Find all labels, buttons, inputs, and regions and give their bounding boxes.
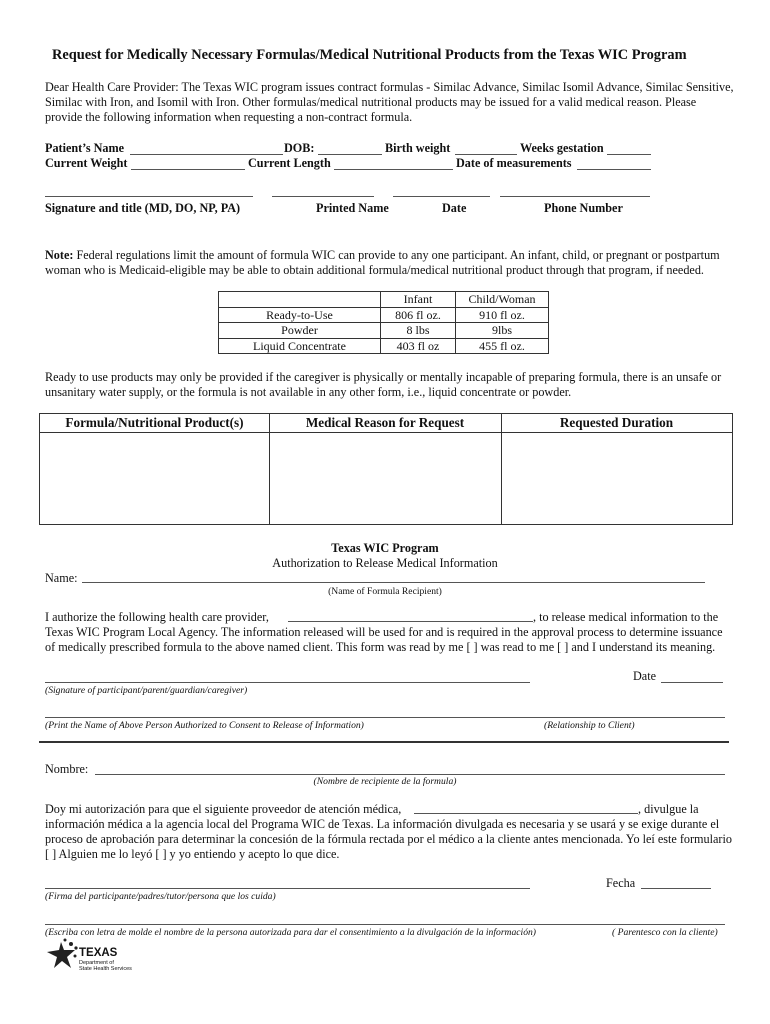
formula-entry-area[interactable] [41, 434, 268, 523]
authorize-line-start: I authorize the following health care provider, [45, 610, 269, 624]
parentesco-caption: ( Parentesco con la cliente) [612, 927, 718, 938]
fecha-field[interactable] [641, 888, 711, 889]
current-weight-label: Current Weight [45, 156, 128, 170]
signature-label: Signature and title (MD, DO, NP, PA) [45, 201, 241, 215]
logo-line2: State Health Services [79, 966, 132, 972]
firma-field[interactable] [45, 888, 530, 889]
texas-dshs-logo [45, 938, 145, 978]
participant-signature-field[interactable] [45, 682, 530, 683]
autorizacion-line-start: Doy mi autorización para que el siguiente proveedor de atención médica, [45, 802, 402, 816]
authorize-line-end: , to release medical information to the [533, 610, 719, 624]
note-paragraph [45, 248, 735, 278]
dob-field[interactable] [318, 154, 382, 155]
date-measurements-label: Date of measurements [456, 156, 572, 170]
printed-name-label: Printed Name [316, 201, 389, 215]
table-cell: Powder [219, 323, 381, 339]
current-length-field[interactable] [334, 169, 453, 170]
printed-name-field[interactable] [272, 196, 374, 197]
signature-caption: (Signature of participant/parent/guardian/caregiver) [45, 685, 248, 696]
recipient-name-field[interactable] [82, 582, 705, 583]
autorizacion-body: información médica a la agencia local del Programa WIC de Texas. La información divulgada es necesaria y se usará y se exige durante el proceso de aprobación para determinar la concesión de la fórmula rectada por el médico a la cliente antes mencionada. Yo leí este formulario [ ] Alguien me lo leyó [ ] y yo entiendo y acepto lo que dice. [45, 817, 732, 861]
name-label: Name: [45, 571, 78, 585]
patient-name-label: Patient’s Name [45, 141, 125, 155]
date-field[interactable] [393, 196, 490, 197]
auth-date-field[interactable] [661, 682, 723, 683]
phone-number-label: Phone Number [544, 201, 623, 215]
table-cell: 403 fl oz [381, 338, 456, 354]
program-heading: Texas WIC Program [331, 541, 439, 555]
patient-name-field[interactable] [130, 154, 283, 155]
authorization-body: Texas WIC Program Local Agency. The information released will be used for and is required in the approval process to determine issuance of medically prescribed formula to the above named client. This form was read by me [ ] was read to me [ ] and I understand its meaning. [45, 625, 723, 654]
weeks-gestation-field[interactable] [607, 154, 651, 155]
relationship-caption: (Relationship to Client) [544, 720, 635, 731]
note-label: Note: [45, 248, 74, 262]
logo-texas-text: TEXAS [79, 947, 118, 959]
nombre-field[interactable] [95, 774, 725, 775]
nombre-molde-field[interactable] [45, 924, 725, 925]
nombre-label: Nombre: [45, 762, 89, 776]
dob-label: DOB: [284, 141, 315, 155]
note-text: Federal regulations limit the amount of formula WIC can provide to any one participant. An infant, child, or pregnant or postpartum woman who is Medicaid-eligible may be able to obtain additional formula/medical nutritional product through that program, if needed. [45, 248, 720, 277]
texas-star-icon [45, 938, 81, 976]
phone-field[interactable] [500, 196, 650, 197]
table-cell: 910 fl oz. [456, 307, 549, 323]
duration-entry-area[interactable] [503, 434, 731, 523]
column-header-duration: Requested Duration [559, 415, 674, 430]
table-cell: Liquid Concentrate [219, 338, 381, 354]
table-cell: 9lbs [456, 323, 549, 339]
column-header-formula: Formula/Nutritional Product(s) [65, 415, 244, 430]
proveedor-field[interactable] [414, 813, 638, 814]
intro-paragraph: Dear Health Care Provider: The Texas WIC program issues contract formulas - Similac Advance, Similac Isomil Advance, Similac Sensitive, Similac with Iron, and Isomil with Iron. Other formulas/medical nutritional products may be issued for a valid medical reason. Please provide the following information when requesting a non-contract formula. [45, 80, 734, 124]
authorization-title: Authorization to Release Medical Information [272, 556, 498, 570]
table-cell: 806 fl oz. [381, 307, 456, 323]
birth-weight-field[interactable] [455, 154, 517, 155]
fecha-label: Fecha [606, 876, 636, 890]
print-name-caption: (Print the Name of Above Person Authorized to Consent to Release of Information) [45, 720, 364, 731]
current-length-label: Current Length [248, 156, 331, 170]
page-title: Request for Medically Necessary Formulas/Medical Nutritional Products from the Texas WIC Program [52, 47, 687, 63]
print-name-field[interactable] [45, 717, 725, 718]
nombre-caption: (Nombre de recipiente de la formula) [313, 776, 457, 787]
date-label: Date [442, 201, 467, 215]
date-measurements-field[interactable] [577, 169, 651, 170]
current-weight-field[interactable] [131, 169, 245, 170]
logo-line1: Department of [79, 960, 114, 966]
nombre-molde-caption: (Escriba con letra de molde el nombre de la persona autorizada para dar el consentimiento a la divulgación de la información) [45, 927, 536, 938]
table-header-child-woman: Child/Woman [456, 292, 549, 308]
section-divider [39, 741, 729, 743]
weeks-gestation-label: Weeks gestation [520, 141, 604, 155]
medical-reason-entry-area[interactable] [271, 434, 500, 523]
table-header-blank [219, 292, 381, 308]
autorizacion-line-end: , divulgue la [638, 802, 699, 816]
auth-date-label: Date [633, 669, 657, 683]
table-cell: Ready-to-Use [219, 307, 381, 323]
firma-caption: (Firma del participante/padres/tutor/persona que los cuida) [45, 891, 276, 902]
name-caption: (Name of Formula Recipient) [328, 586, 442, 597]
request-table [39, 413, 733, 525]
health-care-provider-field[interactable] [288, 621, 533, 622]
table-cell: 455 fl oz. [456, 338, 549, 354]
table-cell: 8 lbs [381, 323, 456, 339]
column-header-medical-reason: Medical Reason for Request [305, 415, 465, 430]
ready-to-use-note: Ready to use products may only be provided if the caregiver is physically or mentally incapable of preparing formula, there is an unsafe or unsanitary water supply, or the formula is not available in any other form, i.e., liquid concentrate or powder. [45, 370, 722, 399]
birth-weight-label: Birth weight [385, 141, 451, 155]
signature-field[interactable] [45, 196, 253, 197]
formula-limit-table [218, 291, 549, 354]
table-header-infant: Infant [381, 292, 456, 308]
